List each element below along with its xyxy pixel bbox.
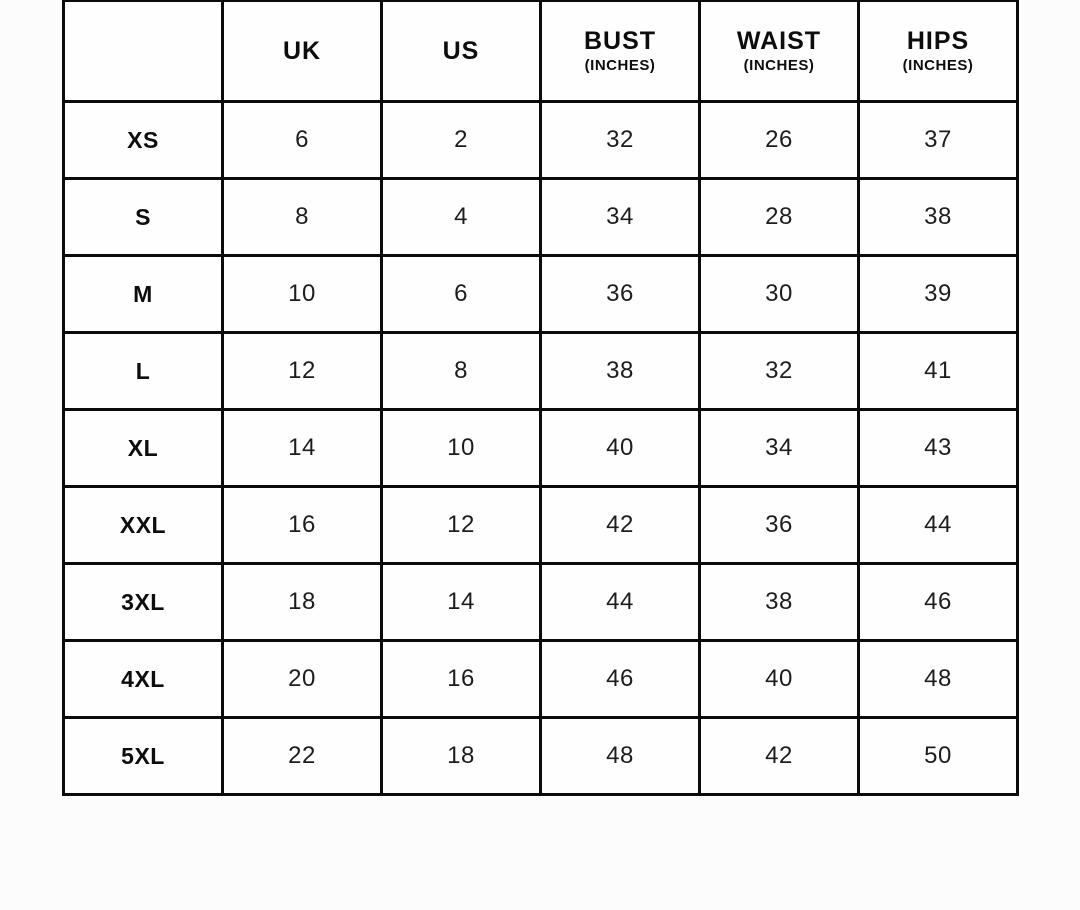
uk-value-cell: 16 [223, 487, 382, 564]
uk-value-cell: 20 [223, 641, 382, 718]
size-chart-table [62, 0, 1019, 796]
size-label-cell: L [64, 333, 223, 410]
column-header-sublabel: (INCHES) [743, 57, 815, 75]
size-label-cell: 4XL [64, 641, 223, 718]
column-header-label: BUST [583, 26, 657, 55]
size-label-cell: M [64, 256, 223, 333]
size-label-cell: XL [64, 410, 223, 487]
us-value-cell: 10 [382, 410, 541, 487]
table-row [64, 487, 1018, 564]
waist-value-cell: 26 [700, 102, 859, 179]
table-row [64, 179, 1018, 256]
uk-value-cell: 18 [223, 564, 382, 641]
us-value-cell: 16 [382, 641, 541, 718]
column-header-label: HIPS [906, 26, 970, 55]
uk-value-cell: 6 [223, 102, 382, 179]
waist-value-cell: 28 [700, 179, 859, 256]
column-header-size [64, 1, 223, 102]
column-header-label: UK [282, 36, 322, 65]
us-value-cell: 8 [382, 333, 541, 410]
size-label-cell: S [64, 179, 223, 256]
size-label-cell: XXL [64, 487, 223, 564]
us-value-cell: 14 [382, 564, 541, 641]
waist-value-cell: 38 [700, 564, 859, 641]
bust-value-cell: 48 [541, 718, 700, 795]
table-row [64, 641, 1018, 718]
us-value-cell: 18 [382, 718, 541, 795]
table-row [64, 333, 1018, 410]
waist-value-cell: 34 [700, 410, 859, 487]
hips-value-cell: 41 [859, 333, 1018, 410]
header-row [64, 1, 1018, 102]
hips-value-cell: 37 [859, 102, 1018, 179]
bust-value-cell: 36 [541, 256, 700, 333]
column-header-us [382, 1, 541, 102]
column-header-sublabel: (INCHES) [584, 57, 656, 75]
bust-value-cell: 46 [541, 641, 700, 718]
hips-value-cell: 39 [859, 256, 1018, 333]
waist-value-cell: 40 [700, 641, 859, 718]
waist-value-cell: 32 [700, 333, 859, 410]
uk-value-cell: 22 [223, 718, 382, 795]
column-header-label: US [442, 36, 480, 65]
column-header-uk [223, 1, 382, 102]
table-header [64, 1, 1018, 102]
hips-value-cell: 44 [859, 487, 1018, 564]
table-row [64, 718, 1018, 795]
waist-value-cell: 36 [700, 487, 859, 564]
column-header-sublabel: (INCHES) [902, 57, 974, 75]
waist-value-cell: 42 [700, 718, 859, 795]
hips-value-cell: 43 [859, 410, 1018, 487]
hips-value-cell: 46 [859, 564, 1018, 641]
size-label-cell: XS [64, 102, 223, 179]
hips-value-cell: 48 [859, 641, 1018, 718]
bust-value-cell: 40 [541, 410, 700, 487]
size-label-cell: 3XL [64, 564, 223, 641]
uk-value-cell: 12 [223, 333, 382, 410]
column-header-label: WAIST [736, 26, 822, 55]
bust-value-cell: 42 [541, 487, 700, 564]
table-row [64, 256, 1018, 333]
us-value-cell: 12 [382, 487, 541, 564]
size-table-body [64, 102, 1018, 795]
column-header-bust [541, 1, 700, 102]
bust-value-cell: 44 [541, 564, 700, 641]
hips-value-cell: 38 [859, 179, 1018, 256]
uk-value-cell: 14 [223, 410, 382, 487]
bust-value-cell: 38 [541, 333, 700, 410]
column-header-hips [859, 1, 1018, 102]
bust-value-cell: 32 [541, 102, 700, 179]
size-label-cell: 5XL [64, 718, 223, 795]
uk-value-cell: 10 [223, 256, 382, 333]
bust-value-cell: 34 [541, 179, 700, 256]
us-value-cell: 4 [382, 179, 541, 256]
us-value-cell: 6 [382, 256, 541, 333]
table-row [64, 410, 1018, 487]
hips-value-cell: 50 [859, 718, 1018, 795]
us-value-cell: 2 [382, 102, 541, 179]
waist-value-cell: 30 [700, 256, 859, 333]
column-header-waist [700, 1, 859, 102]
table-row [64, 102, 1018, 179]
uk-value-cell: 8 [223, 179, 382, 256]
table-row [64, 564, 1018, 641]
